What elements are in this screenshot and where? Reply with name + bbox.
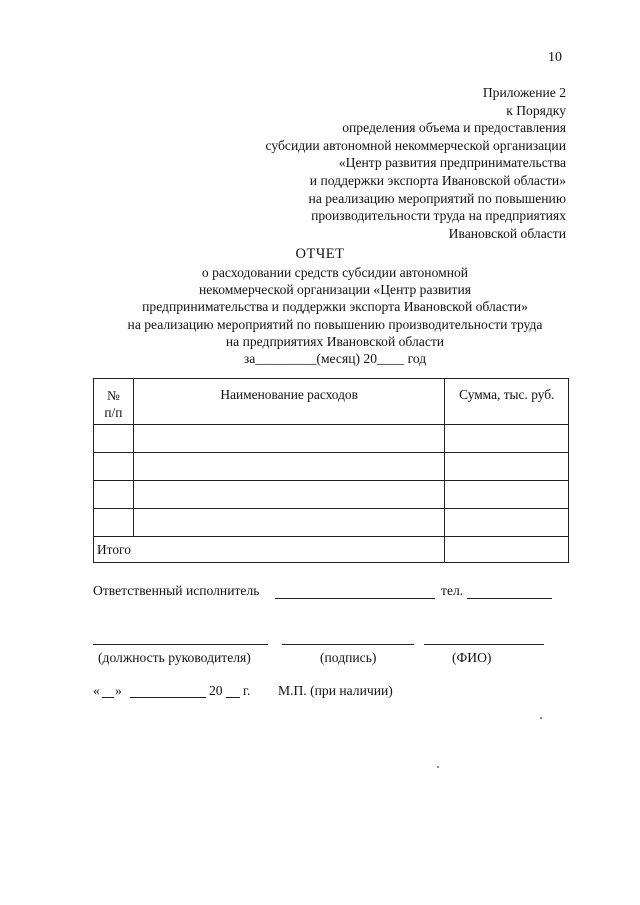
- signature-caption: (подпись): [320, 650, 377, 665]
- cell-number[interactable]: [94, 425, 134, 453]
- executor-name-field[interactable]: [275, 598, 435, 599]
- position-field[interactable]: [93, 644, 268, 645]
- subtitle-line: на реализацию мероприятий по повышению производительности труда: [127, 316, 543, 332]
- stamp-note: М.П. (при наличии): [278, 683, 393, 698]
- year-suffix: г.: [243, 683, 251, 698]
- expenses-table: [93, 378, 569, 563]
- appendix-line: на реализацию мероприятий по повышению: [308, 190, 566, 206]
- signature-field[interactable]: [282, 644, 414, 645]
- table-row: [94, 453, 569, 481]
- table-row: [94, 509, 569, 537]
- appendix-line: Ивановской области: [448, 225, 566, 241]
- report-title: ОТЧЕТ: [295, 246, 345, 262]
- cell-sum[interactable]: [445, 481, 569, 509]
- cell-number[interactable]: [94, 509, 134, 537]
- subtitle-line: предпринимательства и поддержки экспорта Ивановской области»: [142, 299, 528, 315]
- cell-name[interactable]: [133, 509, 445, 537]
- report-period-line: за_________(месяц) 20____ год: [243, 351, 427, 367]
- fio-field[interactable]: [424, 644, 544, 645]
- table-row: [94, 481, 569, 509]
- cell-sum[interactable]: [445, 453, 569, 481]
- appendix-line: субсидии автономной некоммерческой организации: [265, 137, 566, 153]
- scan-speck: [540, 717, 542, 719]
- total-label: Итого: [94, 537, 445, 563]
- cell-name[interactable]: [133, 425, 445, 453]
- table-row: [94, 425, 569, 453]
- subtitle-line: о расходовании средств субсидии автономной: [201, 265, 469, 280]
- appendix-line: Приложение 2: [482, 85, 566, 100]
- cell-number[interactable]: [94, 453, 134, 481]
- appendix-line: производительности труда на предприятиях: [311, 208, 566, 224]
- phone-label: тел.: [441, 583, 464, 598]
- executor-label: Ответственный исполнитель: [93, 583, 260, 598]
- appendix-line: и поддержки экспорта Ивановской области»: [309, 172, 566, 188]
- cell-sum[interactable]: [445, 509, 569, 537]
- appendix-line: к Порядку: [506, 102, 566, 118]
- position-caption: (должность руководителя): [98, 650, 251, 665]
- date-open-quote: «: [93, 683, 100, 698]
- fio-caption: (ФИО): [452, 650, 492, 665]
- year-field[interactable]: [226, 697, 240, 698]
- month-field[interactable]: [130, 697, 206, 698]
- appendix-line: «Центр развития предпринимательства: [338, 155, 566, 171]
- year-prefix: 20: [209, 683, 223, 698]
- appendix-line: определения объема и предоставления: [342, 120, 566, 136]
- subtitle-line: некоммерческой организации «Центр развития: [198, 282, 472, 298]
- page-number: 10: [548, 50, 562, 65]
- phone-field[interactable]: [467, 598, 552, 599]
- header-sum: Сумма, тыс. руб.: [445, 379, 569, 425]
- total-sum[interactable]: [445, 537, 569, 563]
- day-field[interactable]: [102, 697, 114, 698]
- table-header-row: [94, 379, 569, 425]
- cell-name[interactable]: [133, 481, 445, 509]
- scan-speck: [437, 766, 439, 768]
- cell-sum[interactable]: [445, 425, 569, 453]
- header-number: № п/п: [94, 379, 134, 425]
- table-total-row: [94, 537, 569, 563]
- cell-name[interactable]: [133, 453, 445, 481]
- report-subtitle: [100, 264, 570, 367]
- header-name: Наименование расходов: [133, 379, 445, 425]
- appendix-header: [146, 84, 566, 242]
- date-close-quote: »: [115, 683, 122, 698]
- subtitle-line: на предприятиях Ивановской области: [225, 333, 445, 349]
- cell-number[interactable]: [94, 481, 134, 509]
